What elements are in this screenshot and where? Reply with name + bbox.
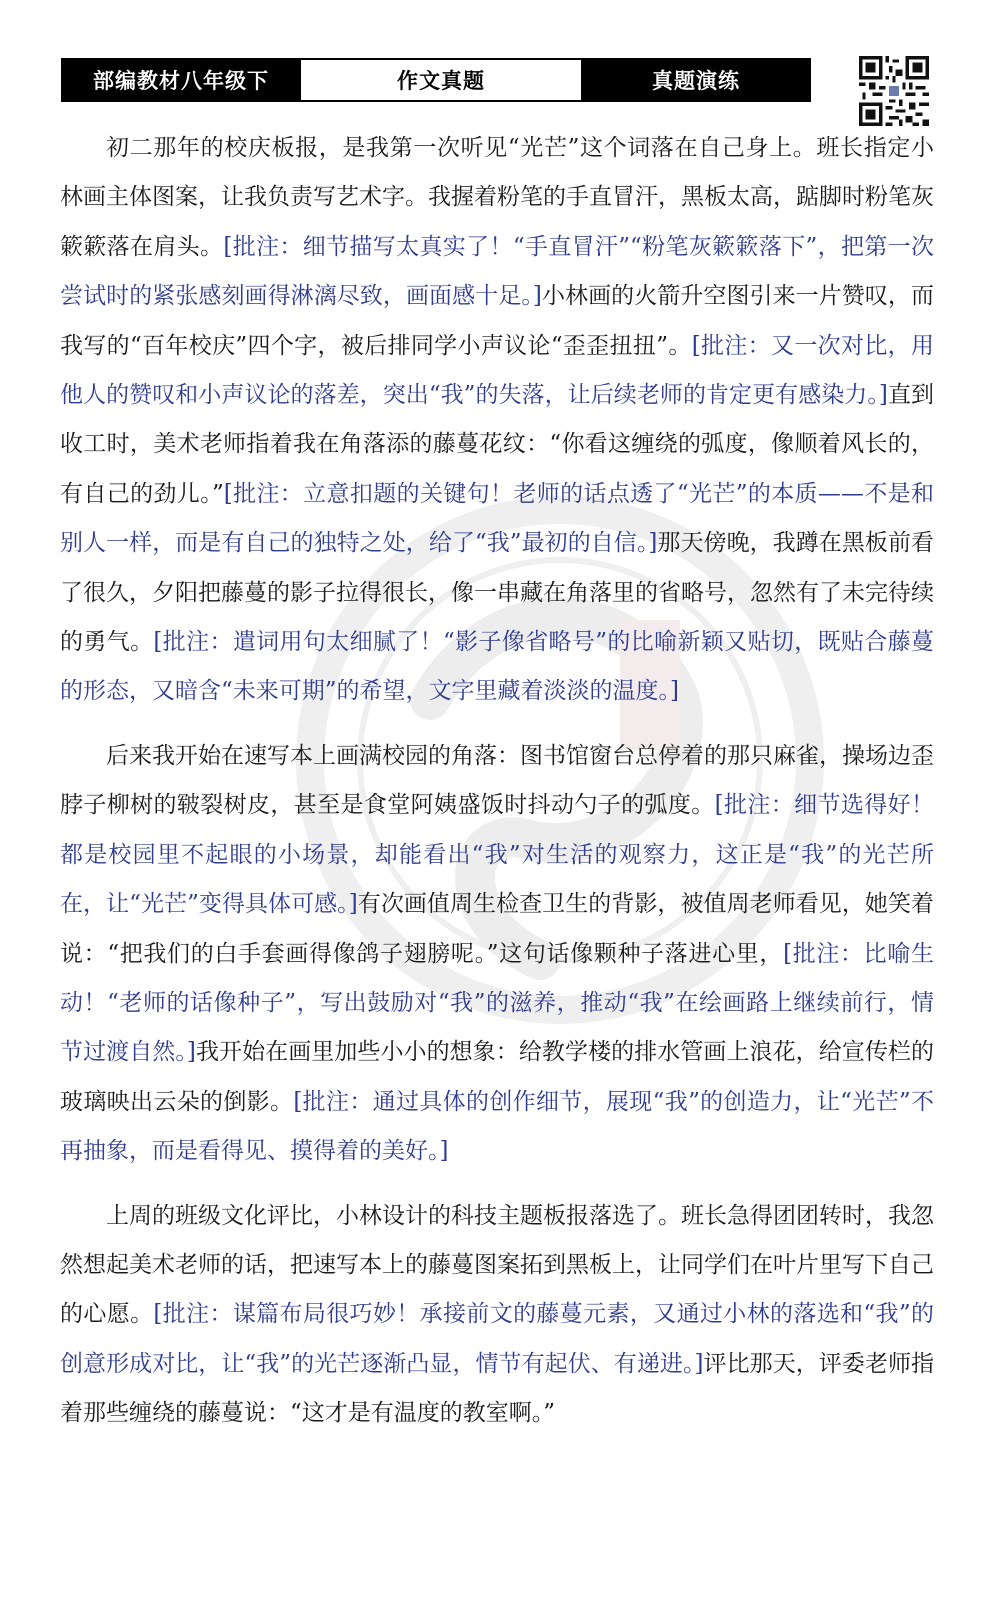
header-section-label: 真题演练	[583, 60, 809, 100]
essay-text: 评比那天，评委老师指着那些缠绕的藤蔓说：“这才是有温度的教室啊。”	[60, 1350, 934, 1427]
annotation-note: [批注：细节描写太真实了！“手直冒汗”“粉笔灰簌簌落下”，把第一次尝试时的紧张感刻画得淋漓尽致，画面感十足。]	[60, 233, 935, 310]
annotation-note: [批注：立意扣题的关键句！老师的话点透了“光芒”的本质——不是和别人一样，而是有自己的独特之处，给了“我”最初的自信。]	[60, 480, 934, 557]
essay-text: 小林画的火箭升空图引来一片赞叹，而我写的“百年校庆”四个字，被后排同学小声议论“歪歪扭扭”。	[60, 283, 935, 359]
essay-paragraph	[60, 124, 934, 717]
essay-body	[60, 124, 934, 1439]
essay-text: 直到收工时，美术老师指着我在角落添的藤蔓花纹：“你看这缠绕的弧度，像顺着风长的，有自己的劲儿。”	[60, 382, 934, 507]
essay-text: 有次画值周生检查卫生的背影，被值周老师看见，她笑着说：“把我们的白手套画得像鸽子翅膀呢。”这句话像颗种子落进心里，	[60, 891, 935, 967]
essay-text: 那天傍晚，我蹲在黑板前看了很久，夕阳把藤蔓的影子拉得很长，像一串藏在角落里的省略号，忽然有了未完待续的勇气。	[60, 530, 934, 656]
qr-code-icon	[859, 56, 929, 126]
essay-text: 我开始在画里加些小小的想象：给教学楼的排水管画上浪花，给宣传栏的玻璃映出云朵的倒影。	[60, 1039, 934, 1115]
annotation-note: [批注：又一次对比，用他人的赞叹和小声议论的落差，突出“我”的失落，让后续老师的肯定更有感染力。]	[60, 332, 934, 409]
header-grade-label: 部编教材八年级下	[63, 60, 299, 100]
annotation-note: [批注：通过具体的创作细节，展现“我”的创造力，让“光芒”不再抽象，而是看得见、摸得着的美好。]	[60, 1088, 935, 1165]
essay-paragraph	[60, 1192, 934, 1439]
essay-text: 初二那年的校庆板报，是我第一次听见“光芒”这个词落在自己身上。班长指定小林画主体图案，让我负责写艺术字。我握着粉笔的手直冒汗，黑板太高，踮脚时粉笔灰簌簌落在肩头。	[60, 135, 934, 260]
essay-text: 后来我开始在速写本上画满校园的角落：图书馆窗台总停着的那只麻雀，操场边歪脖子柳树的皲裂树皮，甚至是食堂阿姨盛饭时抖动勺子的弧度。	[60, 742, 934, 819]
annotation-note: [批注：比喻生动！“老师的话像种子”，写出鼓励对“我”的滋养，推动“我”在绘画路上继续前行，情节过渡自然。]	[60, 940, 934, 1066]
annotation-note: [批注：细节选得好！都是校园里不起眼的小场景，却能看出“我”对生活的观察力，这正是“我”的光芒所在，让“光芒”变得具体可感。]	[60, 792, 934, 918]
annotation-note: [批注：遣词用句太细腻了！“影子像省略号”的比喻新颖又贴切，既贴合藤蔓的形态，又暗含“未来可期”的希望，文字里藏着淡淡的温度。]	[60, 629, 934, 705]
annotation-note: [批注：谋篇布局很巧妙！承接前文的藤蔓元素，又通过小林的落选和“我”的创意形成对比，让“我”的光芒逐渐凸显，情节有起伏、有递进。]	[60, 1301, 934, 1377]
essay-text: 上周的班级文化评比，小林设计的科技主题板报落选了。班长急得团团转时，我忽然想起美术老师的话，把速写本上的藤蔓图案拓到黑板上，让同学们在叶片里写下自己的心愿。	[60, 1202, 934, 1328]
essay-paragraph	[60, 732, 934, 1177]
header-bar	[61, 58, 811, 102]
header-title: 作文真题	[299, 60, 583, 100]
